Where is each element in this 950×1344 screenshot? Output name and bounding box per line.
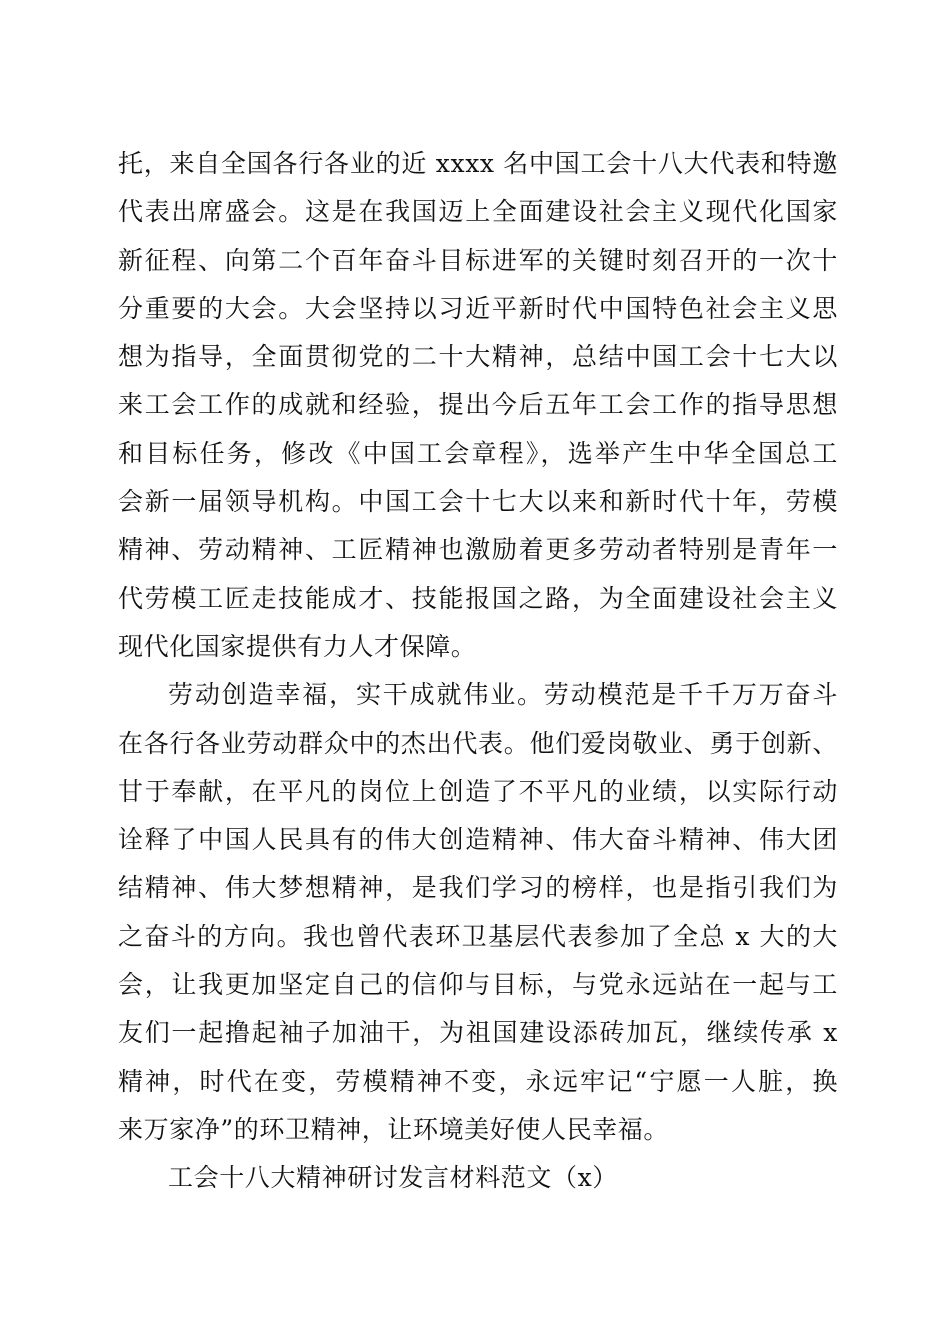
paragraph-line: 代劳模工匠走技能成才、技能报国之路，为全面建设社会主义 (118, 583, 838, 613)
paragraph-line: 甘于奉献，在平凡的岗位上创造了不平凡的业绩，以实际行动 (118, 776, 838, 806)
paragraph-line: 来万家净”的环卫精神，让环境美好使人民幸福。 (118, 1114, 669, 1144)
paragraph-line: 之奋斗的方向。我也曾代表环卫基层代表参加了全总 x 大的大 (118, 921, 838, 951)
paragraph-line: 在各行各业劳动群众中的杰出代表。他们爱岗敬业、勇于创新、 (118, 728, 838, 758)
paragraph-line: 精神，时代在变，劳模精神不变，永远牢记“宁愿一人脏，换 (118, 1066, 838, 1096)
paragraph-line: 劳动创造幸福，实干成就伟业。劳动模范是千千万万奋斗 (168, 680, 838, 710)
paragraph-line: 会，让我更加坚定自己的信仰与目标，与党永远站在一起与工 (118, 970, 838, 1000)
paragraph-line: 结精神、伟大梦想精神，是我们学习的榜样，也是指引我们为 (118, 873, 838, 903)
paragraph-line: 代表出席盛会。这是在我国迈上全面建设社会主义现代化国家 (118, 197, 838, 227)
paragraph-line: 来工会工作的成就和经验，提出今后五年工会工作的指导思想 (118, 390, 838, 420)
paragraph-line: 友们一起撸起袖子加油干，为祖国建设添砖加瓦，继续传承 x (118, 1018, 838, 1048)
paragraph-line: 和目标任务，修改《中国工会章程》，选举产生中华全国总工 (118, 438, 838, 468)
section-title: 工会十八大精神研讨发言材料范文（x） (168, 1163, 618, 1193)
document-body (118, 140, 838, 1203)
paragraph-line: 现代化国家提供有力人才保障。 (118, 631, 477, 661)
paragraph-line: 新征程、向第二个百年奋斗目标进军的关键时刻召开的一次十 (118, 245, 838, 275)
paragraph-line: 诠释了中国人民具有的伟大创造精神、伟大奋斗精神、伟大团 (118, 825, 838, 855)
paragraph-line: 想为指导，全面贯彻党的二十大精神，总结中国工会十七大以 (118, 342, 838, 372)
paragraph-line: 会新一届领导机构。中国工会十七大以来和新时代十年，劳模 (118, 487, 838, 517)
paragraph-line: 精神、劳动精神、工匠精神也激励着更多劳动者特别是青年一 (118, 535, 838, 565)
paragraph-line: 托，来自全国各行各业的近 xxxx 名中国工会十八大代表和特邀 (118, 149, 838, 178)
paragraph-line: 分重要的大会。大会坚持以习近平新时代中国特色社会主义思 (118, 293, 838, 323)
